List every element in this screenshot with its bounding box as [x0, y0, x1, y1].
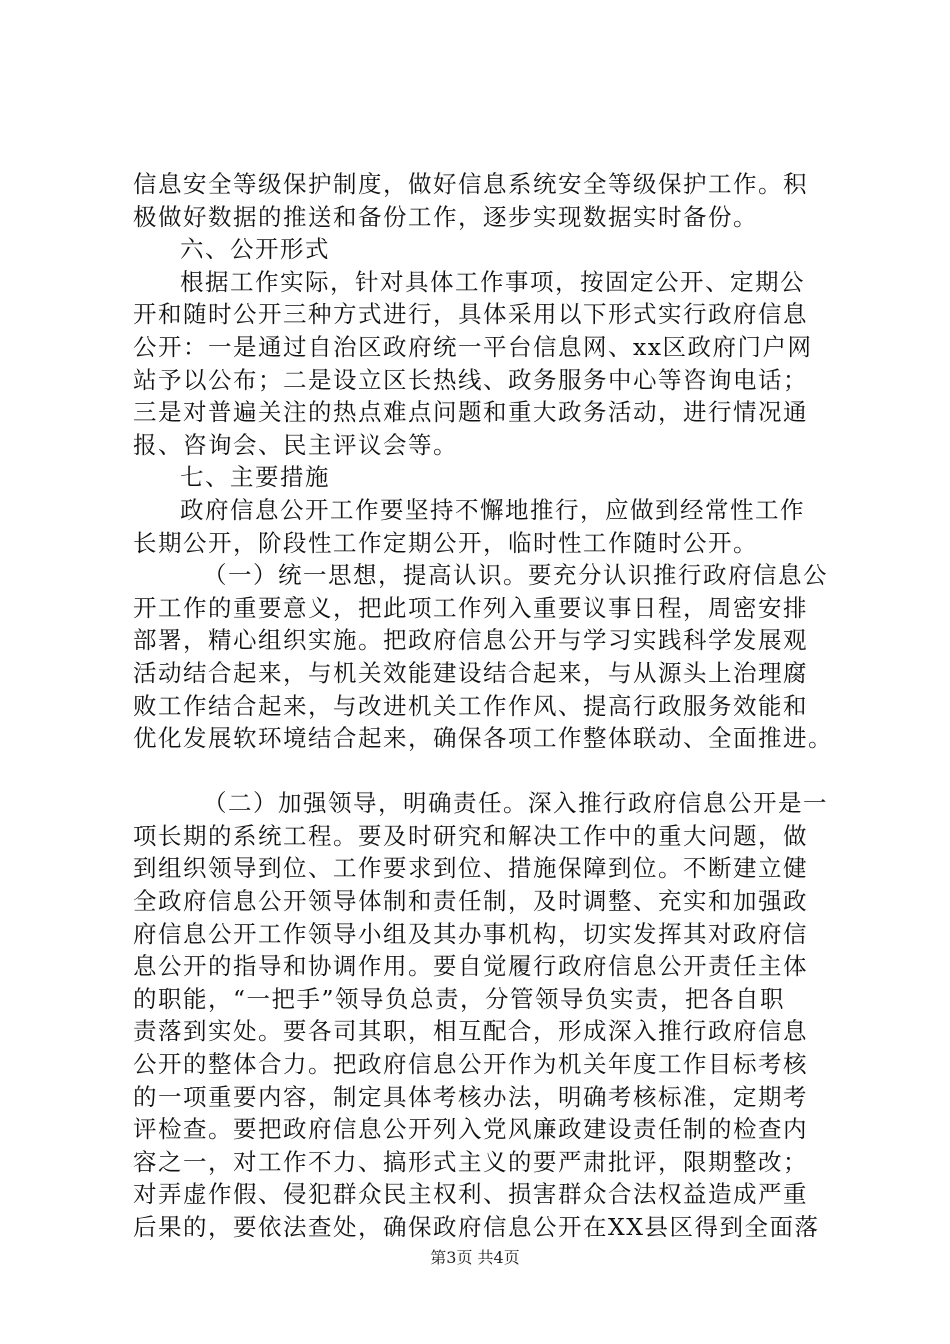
text-line: 容之一，对工作不力、搞形式主义的要严肃批评，限期整改； — [133, 1147, 808, 1176]
page-footer — [0, 1248, 950, 1268]
text-line: 项长期的系统工程。要及时研究和解决工作中的重大问题，做 — [133, 821, 808, 850]
text-line: 全政府信息公开领导体制和责任制，及时调整、充实和加强政 — [133, 887, 808, 916]
text-line: 息公开的指导和协调作用。要自觉履行政府信息公开责任主体 — [133, 952, 808, 981]
text-line: 开工作的重要意义，把此项工作列入重要议事日程，周密安排 — [133, 593, 808, 622]
text-line: 败工作结合起来，与改进机关工作作风、提高行政服务效能和 — [133, 691, 808, 720]
text-line: 对弄虚作假、侵犯群众民主权利、损害群众合法权益造成严重 — [133, 1180, 808, 1209]
text-line: 的一项重要内容，制定具体考核办法，明确考核标准，定期考 — [133, 1082, 808, 1111]
text-line: 后果的，要依法查处，确保政府信息公开在XX县区得到全面落 — [133, 1213, 820, 1241]
paragraph-gap — [133, 755, 833, 788]
text-line: 政府信息公开工作要坚持不懈地推行，应做到经常性工作 — [180, 495, 805, 524]
text-line: 部署，精心组织实施。把政府信息公开与学习实践科学发展观 — [133, 626, 808, 655]
text-line: 府信息公开工作领导小组及其办事机构，切实发挥其对政府信 — [133, 919, 808, 948]
section-heading: 七、主要措施 — [180, 463, 330, 492]
text-line: （一）统一思想，提高认识。要充分认识推行政府信息公 — [203, 561, 828, 590]
text-line: 开和随时公开三种方式进行，具体采用以下形式实行政府信息 — [133, 300, 808, 329]
text-line: 责落到实处。要各司其职，相互配合，形成深入推行政府信息 — [133, 1017, 808, 1046]
text-line: 极做好数据的推送和备份工作，逐步实现数据实时备份。 — [133, 202, 758, 231]
text-line: 活动结合起来，与机关效能建设结合起来，与从源头上治理腐 — [133, 658, 808, 687]
text-line: 到组织领导到位、工作要求到位、措施保障到位。不断建立健 — [133, 854, 808, 883]
text-line: （二）加强领导，明确责任。深入推行政府信息公开是一 — [203, 789, 828, 818]
text-line: 信息安全等级保护制度，做好信息系统安全等级保护工作。积 — [133, 170, 808, 198]
text-line: 优化发展软环境结合起来，确保各项工作整体联动、全面推进。 — [133, 724, 833, 753]
text-line: 报、咨询会、民主评议会等。 — [133, 430, 458, 459]
section-heading: 六、公开形式 — [180, 235, 330, 264]
text-line: 评检查。要把政府信息公开列入党风廉政建设责任制的检查内 — [133, 1115, 808, 1144]
text-line: 长期公开，阶段性工作定期公开，临时性工作随时公开。 — [133, 528, 758, 557]
text-line: 三是对普遍关注的热点难点问题和重大政务活动，进行情况通 — [133, 398, 808, 427]
text-line: 公开：一是通过自治区政府统一平台信息网、xx区政府门户网 — [133, 332, 813, 361]
page-number: 第3页 共4页 — [430, 1248, 520, 1267]
text-line: 根据工作实际，针对具体工作事项，按固定公开、定期公 — [180, 267, 805, 296]
text-line: 公开的整体合力。把政府信息公开作为机关年度工作目标考核 — [133, 1050, 808, 1079]
text-line: 的职能，“一把手”领导负总责，分管领导负实责，把各自职 — [133, 984, 786, 1013]
document-body — [133, 168, 833, 1244]
text-line: 站予以公布；二是设立区长热线、政务服务中心等咨询电话； — [133, 365, 808, 394]
